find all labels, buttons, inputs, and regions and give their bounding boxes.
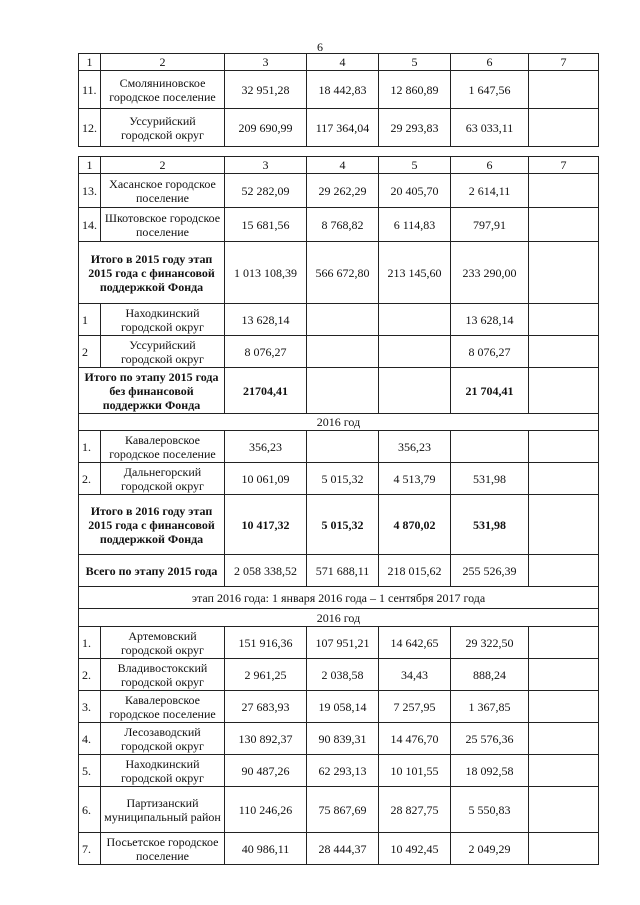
value-c5: 6 114,83	[379, 208, 451, 242]
municipality-name: Артемовский городской округ	[101, 627, 225, 659]
total-label: Итого по этапу 2015 года без финансовой поддержки Фонда	[79, 368, 225, 414]
value-c3: 356,23	[225, 431, 307, 463]
value-c5	[379, 336, 451, 368]
value-c3: 8 076,27	[225, 336, 307, 368]
value-c3: 2 961,25	[225, 659, 307, 691]
table-row	[79, 833, 599, 865]
row-index: 2.	[79, 463, 101, 495]
value-c3: 2 058 338,52	[225, 555, 307, 587]
value-c6: 233 290,00	[451, 242, 529, 304]
table-row	[79, 431, 599, 463]
value-c7	[529, 723, 599, 755]
row-index: 3.	[79, 691, 101, 723]
value-c5	[379, 368, 451, 414]
data-table-main	[78, 156, 599, 865]
table-row	[79, 71, 599, 109]
value-c7	[529, 691, 599, 723]
value-c3: 1 013 108,39	[225, 242, 307, 304]
page-number: 6	[317, 40, 323, 54]
total-row	[79, 555, 599, 587]
municipality-name: Находкинский городской округ	[101, 304, 225, 336]
value-c7	[529, 463, 599, 495]
value-c3: 151 916,36	[225, 627, 307, 659]
column-header: 6	[451, 157, 529, 174]
total-row	[79, 368, 599, 414]
row-index: 12.	[79, 109, 101, 147]
value-c4: 8 768,82	[307, 208, 379, 242]
value-c7	[529, 71, 599, 109]
value-c3: 21704,41	[225, 368, 307, 414]
value-c7	[529, 368, 599, 414]
row-index: 1.	[79, 627, 101, 659]
value-c6: 8 076,27	[451, 336, 529, 368]
value-c3: 130 892,37	[225, 723, 307, 755]
section-band-row	[79, 609, 599, 627]
value-c7	[529, 555, 599, 587]
value-c5: 10 101,55	[379, 755, 451, 787]
total-row	[79, 495, 599, 555]
value-c3: 10 417,32	[225, 495, 307, 555]
table-row	[79, 109, 599, 147]
value-c3: 40 986,11	[225, 833, 307, 865]
column-header: 3	[225, 157, 307, 174]
row-index: 4.	[79, 723, 101, 755]
municipality-name: Лесозаводский городской округ	[101, 723, 225, 755]
value-c6: 2 049,29	[451, 833, 529, 865]
value-c4	[307, 336, 379, 368]
value-c4: 5 015,32	[307, 495, 379, 555]
value-c6: 1 367,85	[451, 691, 529, 723]
value-c7	[529, 787, 599, 833]
value-c4: 28 444,37	[307, 833, 379, 865]
value-c4	[307, 368, 379, 414]
column-header: 7	[529, 54, 599, 71]
value-c6: 531,98	[451, 463, 529, 495]
section-band-label: 2016 год	[79, 609, 599, 627]
value-c6: 18 092,58	[451, 755, 529, 787]
value-c7	[529, 109, 599, 147]
value-c5: 356,23	[379, 431, 451, 463]
value-c5: 20 405,70	[379, 174, 451, 208]
value-c3: 32 951,28	[225, 71, 307, 109]
value-c5: 218 015,62	[379, 555, 451, 587]
table-row	[79, 174, 599, 208]
value-c6: 2 614,11	[451, 174, 529, 208]
value-c5: 12 860,89	[379, 71, 451, 109]
total-label: Всего по этапу 2015 года	[79, 555, 225, 587]
value-c3: 27 683,93	[225, 691, 307, 723]
value-c3: 13 628,14	[225, 304, 307, 336]
municipality-name: Владивостокский городской округ	[101, 659, 225, 691]
table-row	[79, 755, 599, 787]
value-c5: 213 145,60	[379, 242, 451, 304]
value-c5	[379, 304, 451, 336]
value-c6: 21 704,41	[451, 368, 529, 414]
value-c3: 52 282,09	[225, 174, 307, 208]
value-c4: 29 262,29	[307, 174, 379, 208]
municipality-name: Уссурийский городской округ	[101, 336, 225, 368]
row-index: 2.	[79, 659, 101, 691]
municipality-name: Кавалеровское городское поселение	[101, 431, 225, 463]
column-header: 4	[307, 54, 379, 71]
table-row	[79, 304, 599, 336]
value-c6: 797,91	[451, 208, 529, 242]
row-index: 1	[79, 304, 101, 336]
row-index: 11.	[79, 71, 101, 109]
row-index: 13.	[79, 174, 101, 208]
value-c7	[529, 336, 599, 368]
value-c5: 29 293,83	[379, 109, 451, 147]
table-row	[79, 787, 599, 833]
municipality-name: Шкотовское городское поселение	[101, 208, 225, 242]
total-label: Итого в 2016 году этап 2015 года с финансовой поддержкой Фонда	[79, 495, 225, 555]
municipality-name: Уссурийский городской округ	[101, 109, 225, 147]
municipality-name: Находкинский городской округ	[101, 755, 225, 787]
value-c4: 117 364,04	[307, 109, 379, 147]
table-row	[79, 627, 599, 659]
row-index: 2	[79, 336, 101, 368]
value-c3: 15 681,56	[225, 208, 307, 242]
municipality-name: Посьетское городское поселение	[101, 833, 225, 865]
column-header: 1	[79, 54, 101, 71]
value-c6: 25 576,36	[451, 723, 529, 755]
value-c5: 4 513,79	[379, 463, 451, 495]
row-index: 5.	[79, 755, 101, 787]
column-header-row	[79, 54, 599, 71]
value-c3: 90 487,26	[225, 755, 307, 787]
value-c4: 18 442,83	[307, 71, 379, 109]
value-c4: 566 672,80	[307, 242, 379, 304]
value-c4: 571 688,11	[307, 555, 379, 587]
value-c7	[529, 431, 599, 463]
value-c6: 13 628,14	[451, 304, 529, 336]
value-c3: 209 690,99	[225, 109, 307, 147]
municipality-name: Смоляниновское городское поселение	[101, 71, 225, 109]
value-c7	[529, 242, 599, 304]
municipality-name: Кавалеровское городское поселение	[101, 691, 225, 723]
value-c7	[529, 627, 599, 659]
value-c6: 29 322,50	[451, 627, 529, 659]
value-c7	[529, 208, 599, 242]
table-row	[79, 463, 599, 495]
section-band-label: этап 2016 года: 1 января 2016 года – 1 сентября 2017 года	[79, 587, 599, 609]
table-row	[79, 723, 599, 755]
value-c5: 34,43	[379, 659, 451, 691]
value-c4	[307, 431, 379, 463]
section-band-row	[79, 414, 599, 431]
value-c7	[529, 495, 599, 555]
value-c4: 5 015,32	[307, 463, 379, 495]
column-header: 5	[379, 54, 451, 71]
table-row	[79, 691, 599, 723]
value-c5: 4 870,02	[379, 495, 451, 555]
value-c4: 90 839,31	[307, 723, 379, 755]
value-c7	[529, 304, 599, 336]
municipality-name: Дальнегорский городской округ	[101, 463, 225, 495]
value-c5: 14 476,70	[379, 723, 451, 755]
data-table-top	[78, 53, 599, 147]
column-header: 4	[307, 157, 379, 174]
municipality-name: Партизанский муниципальный район	[101, 787, 225, 833]
value-c6	[451, 431, 529, 463]
total-row	[79, 242, 599, 304]
value-c4: 107 951,21	[307, 627, 379, 659]
value-c3: 10 061,09	[225, 463, 307, 495]
value-c3: 110 246,26	[225, 787, 307, 833]
column-header: 1	[79, 157, 101, 174]
column-header: 7	[529, 157, 599, 174]
value-c4: 62 293,13	[307, 755, 379, 787]
value-c4: 19 058,14	[307, 691, 379, 723]
value-c4	[307, 304, 379, 336]
row-index: 14.	[79, 208, 101, 242]
value-c4: 2 038,58	[307, 659, 379, 691]
value-c4: 75 867,69	[307, 787, 379, 833]
column-header-row	[79, 157, 599, 174]
value-c7	[529, 659, 599, 691]
value-c5: 10 492,45	[379, 833, 451, 865]
value-c6: 255 526,39	[451, 555, 529, 587]
table-row	[79, 336, 599, 368]
column-header: 5	[379, 157, 451, 174]
value-c7	[529, 174, 599, 208]
total-label: Итого в 2015 году этап 2015 года с финансовой поддержкой Фонда	[79, 242, 225, 304]
value-c5: 28 827,75	[379, 787, 451, 833]
section-band-label: 2016 год	[79, 414, 599, 431]
value-c5: 7 257,95	[379, 691, 451, 723]
value-c7	[529, 833, 599, 865]
value-c6: 531,98	[451, 495, 529, 555]
column-header: 2	[101, 157, 225, 174]
value-c7	[529, 755, 599, 787]
row-index: 1.	[79, 431, 101, 463]
row-index: 7.	[79, 833, 101, 865]
table-row	[79, 659, 599, 691]
value-c6: 63 033,11	[451, 109, 529, 147]
value-c6: 1 647,56	[451, 71, 529, 109]
section-band-row	[79, 587, 599, 609]
value-c6: 5 550,83	[451, 787, 529, 833]
row-index: 6.	[79, 787, 101, 833]
column-header: 6	[451, 54, 529, 71]
value-c6: 888,24	[451, 659, 529, 691]
municipality-name: Хасанское городское поселение	[101, 174, 225, 208]
column-header: 3	[225, 54, 307, 71]
table-row	[79, 208, 599, 242]
value-c5: 14 642,65	[379, 627, 451, 659]
column-header: 2	[101, 54, 225, 71]
